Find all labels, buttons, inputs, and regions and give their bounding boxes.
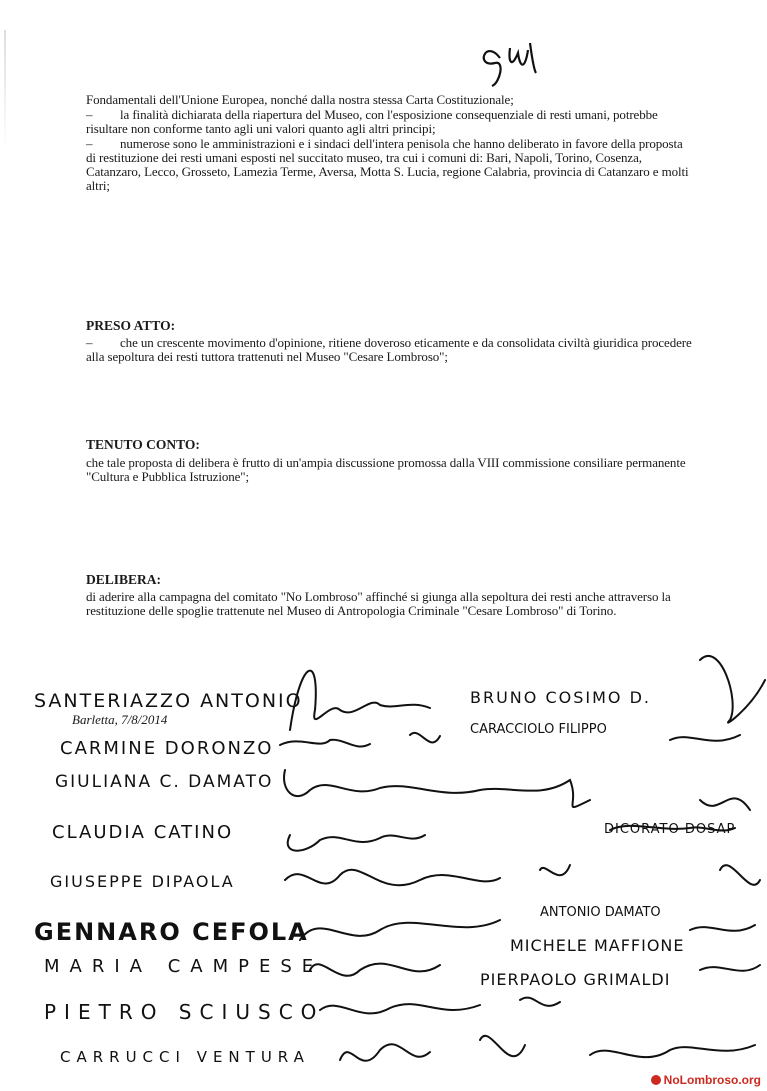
signatory-name: DICORATO DOSAP <box>604 822 736 837</box>
delibera-text: di aderire alla campagna del comitato "No Lombroso" affinché si giunga alla sepoltura dei resti anche attraverso la restituzione delle spoglie trattenute nel Museo di Antropologia Criminale "Cesare Lombroso" di Torino. <box>86 589 671 618</box>
signature-mark <box>300 798 755 940</box>
initials-signature <box>470 28 570 88</box>
signatory-name: SANTERIAZZO ANTONIO <box>34 690 303 712</box>
signature-mark <box>280 733 440 747</box>
signatory-name: CARMINE DORONZO <box>60 738 274 759</box>
intro-block <box>86 93 694 193</box>
signatory-name: CARRUCCI VENTURA <box>60 1048 310 1066</box>
signatory-name: CLAUDIA CATINO <box>52 822 234 843</box>
signature-mark <box>310 964 440 976</box>
watermark: NoLombroso.org <box>651 1073 761 1087</box>
signatory-name: CARACCIOLO FILIPPO <box>470 722 607 737</box>
signatory-name: BRUNO COSIMO D. <box>470 688 651 707</box>
preso-atto-heading: PRESO ATTO: <box>86 318 176 333</box>
signature-mark <box>670 656 765 741</box>
signature-mark <box>320 998 560 1014</box>
signatory-name: GIULIANA C. DAMATO <box>55 772 274 792</box>
signatory-name: GIUSEPPE DIPAOLA <box>50 872 235 891</box>
delibera-heading: DELIBERA: <box>86 572 162 587</box>
scan-edge-mark <box>4 30 6 150</box>
logo-icon <box>651 1075 661 1085</box>
intro-line: Fondamentali dell'Unione Europea, nonché dalla nostra stessa Carta Costituzionale; <box>86 92 514 107</box>
tenuto-conto-text: che tale proposta di delibera è frutto di un'ampia discussione promossa dalla VIII commissione consiliare permanente "Cultura e Pubblica Istruzione"; <box>86 455 686 484</box>
signature-mark <box>340 1036 755 1061</box>
signatory-name: ANTONIO DAMATO <box>540 905 661 920</box>
intro-item-1: – la finalità dichiarata della riapertura del Museo, con l'esposizione consequenziale di resti umani, potrebbe risultare non conforme tanto agli uni valori quanto agli altri principi; <box>86 107 658 136</box>
tenuto-conto-heading: TENUTO CONTO: <box>86 437 200 452</box>
signature-mark <box>285 865 570 885</box>
initials-text: gM <box>470 28 472 29</box>
signatory-name: GENNARO CEFOLA <box>34 918 309 946</box>
signatory-name: MICHELE MAFFIONE <box>510 936 685 955</box>
signature-mark <box>288 835 425 851</box>
signatory-name: PIERPAOLO GRIMALDI <box>480 970 671 989</box>
signature-mark <box>610 826 735 831</box>
signature-scribbles <box>260 640 767 1085</box>
signature-mark <box>290 671 430 730</box>
signature-mark <box>700 865 760 971</box>
signatory-name: MARIA CAMPESE <box>44 956 324 977</box>
intro-item-2: – numerose sono le amministrazioni e i sindaci dell'intera penisola che hanno deliberato in favore della proposta di restituzione dei resti umani esposti nel succitato museo, tra cui i comuni di: Bari, Napoli, Torino, Cosenza, Catanzaro, Lecco, Grosseto, Lamezia Terme, Aversa, Motta S. Lucia, regione Calabria, provincia di Catanzaro e molti altri; <box>86 136 689 193</box>
place-date: Barletta, 7/8/2014 <box>72 712 168 727</box>
preso-atto-text: – che un crescente movimento d'opinione, ritiene doveroso eticamente e da consolidata civiltà giuridica procedere alla sepoltura dei resti tuttora trattenuti nel Museo "Cesare Lombroso"; <box>86 335 692 364</box>
signature-mark <box>284 770 590 807</box>
signatory-name: PIETRO SCIUSCO <box>44 1000 325 1024</box>
